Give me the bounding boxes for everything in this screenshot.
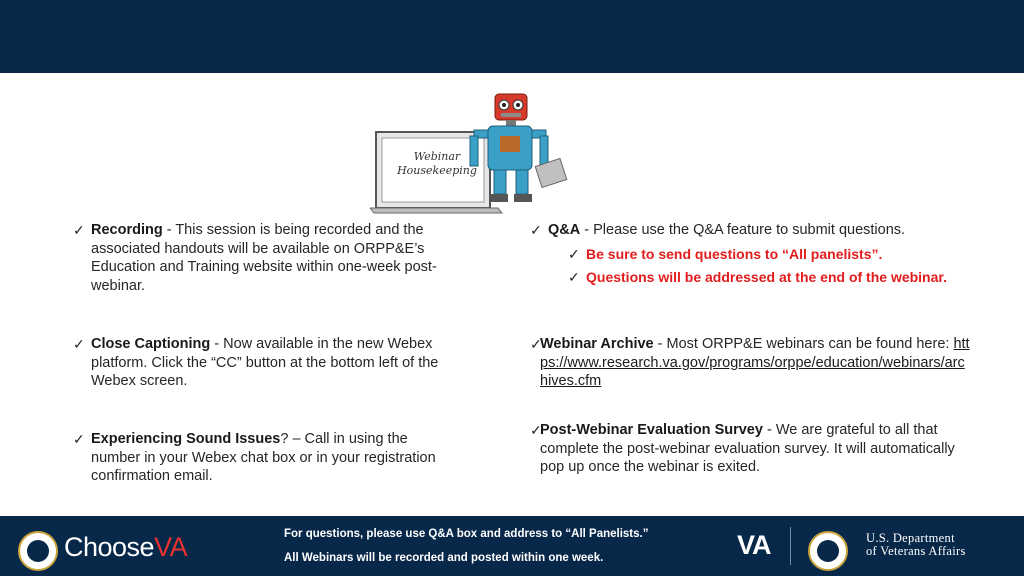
qa-text: - Please use the Q&A feature to submit questions. <box>580 222 906 238</box>
footer-line-1: For questions, please use Q&A box and address to “All Panelists.” <box>284 528 649 540</box>
graphic-caption-line1: Webinar <box>413 150 461 163</box>
check-icon: ✓ <box>73 431 85 447</box>
check-icon: ✓ <box>568 245 580 262</box>
dept-line-2: of Veterans Affairs <box>866 544 966 558</box>
sound-issues-title: Experiencing Sound Issues <box>91 431 281 447</box>
archive-item <box>530 335 970 391</box>
housekeeping-graphic <box>370 86 570 216</box>
va-seal-icon <box>808 531 848 571</box>
captioning-title: Close Captioning <box>91 336 211 352</box>
va-seal-icon <box>18 531 58 571</box>
sound-issues-item <box>73 430 443 486</box>
survey-text: - We are grateful to all that complete the post-webinar evaluation survey. It will automatically pop up once the webinar is exited. <box>540 422 955 475</box>
department-wordmark <box>866 532 966 558</box>
qa-item <box>530 221 950 287</box>
check-icon: ✓ <box>568 269 580 285</box>
footer-line-2: All Webinars will be recorded and posted within one week. <box>284 552 604 564</box>
recording-text: - This session is being recorded and the associated handouts will be available on ORPP&E’s Education and Training website within one-week post-webinar. <box>91 222 437 294</box>
top-banner <box>0 0 1024 73</box>
graphic-caption-line2: Housekeeping <box>397 164 477 177</box>
va-logo[interactable]: VA <box>737 530 771 560</box>
qa-title: Q&A <box>548 222 581 238</box>
survey-item <box>530 421 970 477</box>
qa-sub-item <box>568 268 950 287</box>
archive-text: - Most ORPP&E webinars can be found here: <box>653 336 954 352</box>
check-icon: ✓ <box>530 222 542 238</box>
captioning-item <box>73 335 443 391</box>
recording-item <box>73 221 443 295</box>
check-icon: ✓ <box>73 222 85 238</box>
qa-sub-text: Questions will be addressed at the end of the webinar. <box>586 269 947 285</box>
check-icon: ✓ <box>530 336 542 352</box>
choose-va-logo[interactable] <box>64 532 187 563</box>
survey-title: Post-Webinar Evaluation Survey <box>540 422 763 438</box>
choose-va-accent: VA <box>154 532 188 562</box>
check-icon: ✓ <box>73 336 85 352</box>
check-icon: ✓ <box>530 422 542 438</box>
archive-link[interactable]: https://www.research.va.gov/programs/orppe/education/webinars/archives.cfm <box>540 336 970 389</box>
dept-line-1: U.S. Department <box>866 531 955 545</box>
choose-va-prefix: Choose <box>64 532 155 562</box>
recording-title: Recording <box>91 222 163 238</box>
logo-divider <box>790 527 791 565</box>
qa-sub-item <box>568 245 950 264</box>
captioning-text: - Now available in the new Webex platform. Click the “CC” button at the bottom left of the Webex screen. <box>91 336 439 389</box>
qa-sub-text: Be sure to send questions to “All panelists”. <box>586 245 883 262</box>
sound-issues-text: ? – Call in using the number in your Webex chat box or in your registration confirmation email. <box>91 431 436 484</box>
archive-title: Webinar Archive <box>540 336 654 352</box>
